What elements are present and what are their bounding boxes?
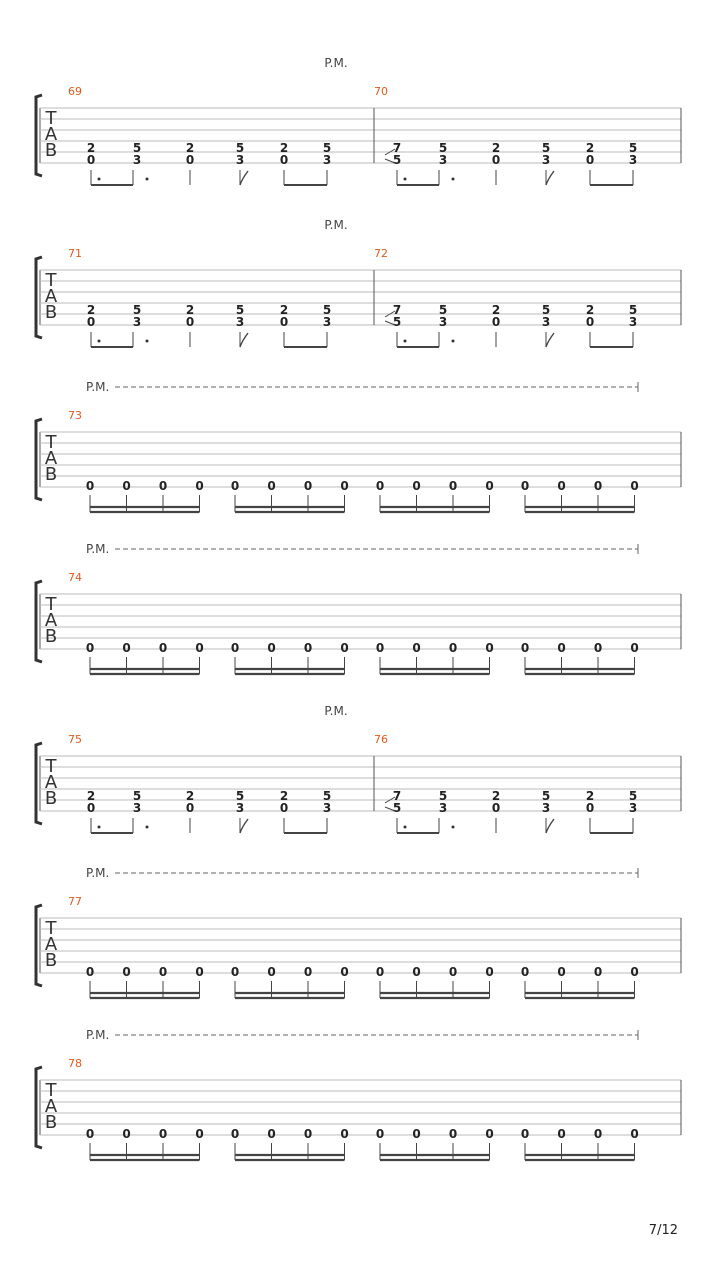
fret-number: 0: [158, 641, 168, 655]
fret-number: 0: [520, 479, 530, 493]
measure-number: 77: [68, 895, 82, 908]
dot: [98, 826, 101, 829]
fret-number: 3: [235, 801, 245, 815]
fret-number: 0: [630, 641, 639, 655]
fret-number: 0: [85, 641, 95, 655]
system-bracket: [36, 257, 42, 338]
dot: [404, 826, 407, 829]
fret-number: 0: [303, 641, 313, 655]
fret-number: 0: [195, 479, 204, 493]
fret-number: 0: [86, 153, 96, 167]
fret-number: 5: [541, 789, 551, 803]
tab-clef-letter: A: [44, 286, 58, 307]
fret-number: 3: [235, 153, 245, 167]
fret-number: 0: [520, 641, 530, 655]
fret-number: 0: [630, 479, 639, 493]
fret-number: 5: [322, 303, 332, 317]
system-bracket: [36, 95, 42, 176]
fret-number: 3: [541, 315, 551, 329]
fret-number: 3: [628, 801, 638, 815]
fret-number: 0: [557, 965, 566, 979]
fret-number: 0: [340, 965, 349, 979]
fret-number: 3: [322, 153, 332, 167]
tab-clef-letter: A: [44, 124, 58, 145]
dot: [146, 826, 149, 829]
fret-number: 0: [593, 641, 603, 655]
fret-number: 0: [340, 1127, 349, 1141]
fret-number: 0: [585, 315, 595, 329]
dot: [146, 340, 149, 343]
tab-clef-letter: B: [44, 950, 58, 971]
fret-number: 0: [267, 641, 276, 655]
system-bracket: [36, 581, 42, 662]
fret-number: 0: [491, 153, 501, 167]
fret-number: 5: [132, 303, 142, 317]
fret-number: 0: [630, 1127, 639, 1141]
fret-number: 0: [122, 641, 131, 655]
note-flag: [240, 819, 248, 833]
fret-number: 5: [392, 801, 402, 815]
tab-system: [36, 218, 681, 347]
dot: [452, 826, 455, 829]
fret-number: 5: [438, 303, 448, 317]
tab-clef-letter: T: [45, 1080, 57, 1101]
fret-number: 0: [485, 1127, 494, 1141]
fret-number: 2: [585, 303, 595, 317]
fret-number: 5: [541, 303, 551, 317]
tab-system: [36, 542, 681, 674]
fret-number: 0: [412, 1127, 421, 1141]
tab-clef-letter: B: [44, 788, 58, 809]
fret-number: 0: [195, 965, 204, 979]
tab-clef-letter: A: [44, 772, 58, 793]
fret-number: 5: [438, 141, 448, 155]
fret-number: 2: [279, 789, 289, 803]
tab-clef-letter: B: [44, 464, 58, 485]
fret-number: 2: [185, 789, 195, 803]
fret-number: 0: [485, 479, 494, 493]
fret-number: 0: [557, 479, 566, 493]
fret-number: 0: [375, 479, 385, 493]
fret-number: 0: [485, 641, 494, 655]
fret-number: 0: [85, 479, 95, 493]
fret-number: 0: [158, 1127, 168, 1141]
palm-mute-label: P.M.: [86, 866, 110, 880]
system-bracket: [36, 1067, 42, 1148]
fret-number: 0: [375, 641, 385, 655]
fret-number: 0: [158, 479, 168, 493]
fret-number: 0: [86, 315, 96, 329]
note-flag: [546, 333, 554, 347]
fret-number: 0: [279, 315, 289, 329]
fret-number: 0: [412, 965, 421, 979]
fret-number: 0: [340, 641, 349, 655]
fret-number: 0: [491, 801, 501, 815]
dot: [452, 340, 455, 343]
fret-number: 2: [279, 303, 289, 317]
fret-number: 0: [230, 1127, 240, 1141]
fret-number: 5: [132, 789, 142, 803]
fret-number: 0: [593, 965, 603, 979]
fret-number: 0: [122, 965, 131, 979]
system-bracket: [36, 905, 42, 986]
fret-number: 2: [491, 789, 501, 803]
page-number: 7/12: [648, 1223, 678, 1238]
fret-number: 5: [235, 789, 245, 803]
fret-number: 3: [628, 153, 638, 167]
dot: [146, 178, 149, 181]
tab-clef-letter: T: [45, 270, 57, 291]
fret-number: 0: [230, 479, 240, 493]
fret-number: 0: [195, 1127, 204, 1141]
measure-number: 76: [374, 733, 388, 746]
tab-system: [36, 704, 681, 833]
fret-number: 0: [485, 965, 494, 979]
fret-number: 3: [235, 315, 245, 329]
fret-number: 5: [438, 789, 448, 803]
fret-number: 5: [235, 303, 245, 317]
tab-clef-letter: T: [45, 108, 57, 129]
palm-mute-label: P.M.: [324, 56, 348, 70]
fret-number: 0: [85, 1127, 95, 1141]
fret-number: 0: [412, 479, 421, 493]
fret-number: 0: [230, 965, 240, 979]
fret-number: 5: [322, 789, 332, 803]
dot: [404, 340, 407, 343]
fret-number: 0: [185, 315, 195, 329]
fret-number: 0: [412, 641, 421, 655]
fret-number: 0: [375, 965, 385, 979]
fret-number: 0: [85, 965, 95, 979]
measure-number: 74: [68, 571, 82, 584]
tab-clef-letter: T: [45, 594, 57, 615]
fret-number: 0: [230, 641, 240, 655]
fret-number: 0: [375, 1127, 385, 1141]
fret-number: 0: [303, 479, 313, 493]
fret-number: 2: [185, 141, 195, 155]
fret-number: 2: [585, 141, 595, 155]
fret-number: 0: [267, 1127, 276, 1141]
fret-number: 7: [392, 789, 402, 803]
tab-system: [36, 56, 681, 185]
fret-number: 0: [630, 965, 639, 979]
tab-clef-letter: A: [44, 1096, 58, 1117]
fret-number: 5: [628, 141, 638, 155]
tab-clef-letter: B: [44, 302, 58, 323]
system-bracket: [36, 419, 42, 500]
fret-number: 0: [185, 801, 195, 815]
tab-clef-letter: B: [44, 1112, 58, 1133]
fret-number: 5: [322, 141, 332, 155]
note-flag: [240, 171, 248, 185]
fret-number: 3: [438, 801, 448, 815]
fret-number: 0: [491, 315, 501, 329]
measure-number: 69: [68, 85, 82, 98]
tab-clef-letter: B: [44, 140, 58, 161]
tab-system: [36, 380, 681, 512]
measure-number: 72: [374, 247, 388, 260]
fret-number: 3: [438, 315, 448, 329]
fret-number: 3: [322, 801, 332, 815]
dot: [404, 178, 407, 181]
fret-number: 3: [628, 315, 638, 329]
fret-number: 5: [628, 789, 638, 803]
fret-number: 0: [448, 1127, 458, 1141]
system-bracket: [36, 743, 42, 824]
palm-mute-label: P.M.: [324, 218, 348, 232]
fret-number: 0: [279, 801, 289, 815]
dot: [98, 178, 101, 181]
fret-number: 0: [593, 479, 603, 493]
fret-number: 3: [132, 315, 142, 329]
fret-number: 5: [541, 141, 551, 155]
tab-clef-letter: A: [44, 934, 58, 955]
fret-number: 0: [520, 965, 530, 979]
note-flag: [546, 819, 554, 833]
fret-number: 2: [585, 789, 595, 803]
fret-number: 5: [132, 141, 142, 155]
measure-number: 73: [68, 409, 82, 422]
fret-number: 0: [520, 1127, 530, 1141]
fret-number: 2: [86, 141, 96, 155]
fret-number: 0: [195, 641, 204, 655]
fret-number: 3: [322, 315, 332, 329]
fret-number: 0: [585, 153, 595, 167]
fret-number: 0: [185, 153, 195, 167]
fret-number: 0: [303, 1127, 313, 1141]
palm-mute-label: P.M.: [86, 380, 110, 394]
tab-system: [36, 866, 681, 998]
fret-number: 0: [593, 1127, 603, 1141]
note-flag: [546, 171, 554, 185]
fret-number: 5: [628, 303, 638, 317]
tab-clef-letter: A: [44, 610, 58, 631]
fret-number: 5: [392, 315, 402, 329]
fret-number: 2: [185, 303, 195, 317]
palm-mute-label: P.M.: [86, 1028, 110, 1042]
fret-number: 0: [557, 641, 566, 655]
fret-number: 0: [448, 641, 458, 655]
measure-number: 70: [374, 85, 388, 98]
tab-clef-letter: T: [45, 918, 57, 939]
fret-number: 0: [448, 479, 458, 493]
fret-number: 0: [448, 965, 458, 979]
fret-number: 2: [279, 141, 289, 155]
dot: [98, 340, 101, 343]
fret-number: 2: [86, 303, 96, 317]
dot: [452, 178, 455, 181]
fret-number: 5: [235, 141, 245, 155]
fret-number: 3: [132, 801, 142, 815]
fret-number: 0: [267, 479, 276, 493]
fret-number: 7: [392, 141, 402, 155]
fret-number: 3: [541, 801, 551, 815]
fret-number: 0: [340, 479, 349, 493]
fret-number: 0: [267, 965, 276, 979]
palm-mute-label: P.M.: [86, 542, 110, 556]
measure-number: 71: [68, 247, 82, 260]
tab-system: [36, 1028, 681, 1160]
fret-number: 7: [392, 303, 402, 317]
fret-number: 0: [158, 965, 168, 979]
fret-number: 0: [585, 801, 595, 815]
fret-number: 3: [541, 153, 551, 167]
fret-number: 2: [86, 789, 96, 803]
fret-number: 3: [132, 153, 142, 167]
fret-number: 0: [279, 153, 289, 167]
palm-mute-label: P.M.: [324, 704, 348, 718]
tab-clef-letter: T: [45, 432, 57, 453]
fret-number: 3: [438, 153, 448, 167]
fret-number: 0: [557, 1127, 566, 1141]
fret-number: 0: [122, 479, 131, 493]
tab-clef-letter: A: [44, 448, 58, 469]
fret-number: 5: [392, 153, 402, 167]
measure-number: 78: [68, 1057, 82, 1070]
fret-number: 0: [303, 965, 313, 979]
fret-number: 2: [491, 303, 501, 317]
measure-number: 75: [68, 733, 82, 746]
tab-clef-letter: T: [45, 756, 57, 777]
note-flag: [240, 333, 248, 347]
tab-clef-letter: B: [44, 626, 58, 647]
fret-number: 0: [122, 1127, 131, 1141]
fret-number: 2: [491, 141, 501, 155]
fret-number: 0: [86, 801, 96, 815]
